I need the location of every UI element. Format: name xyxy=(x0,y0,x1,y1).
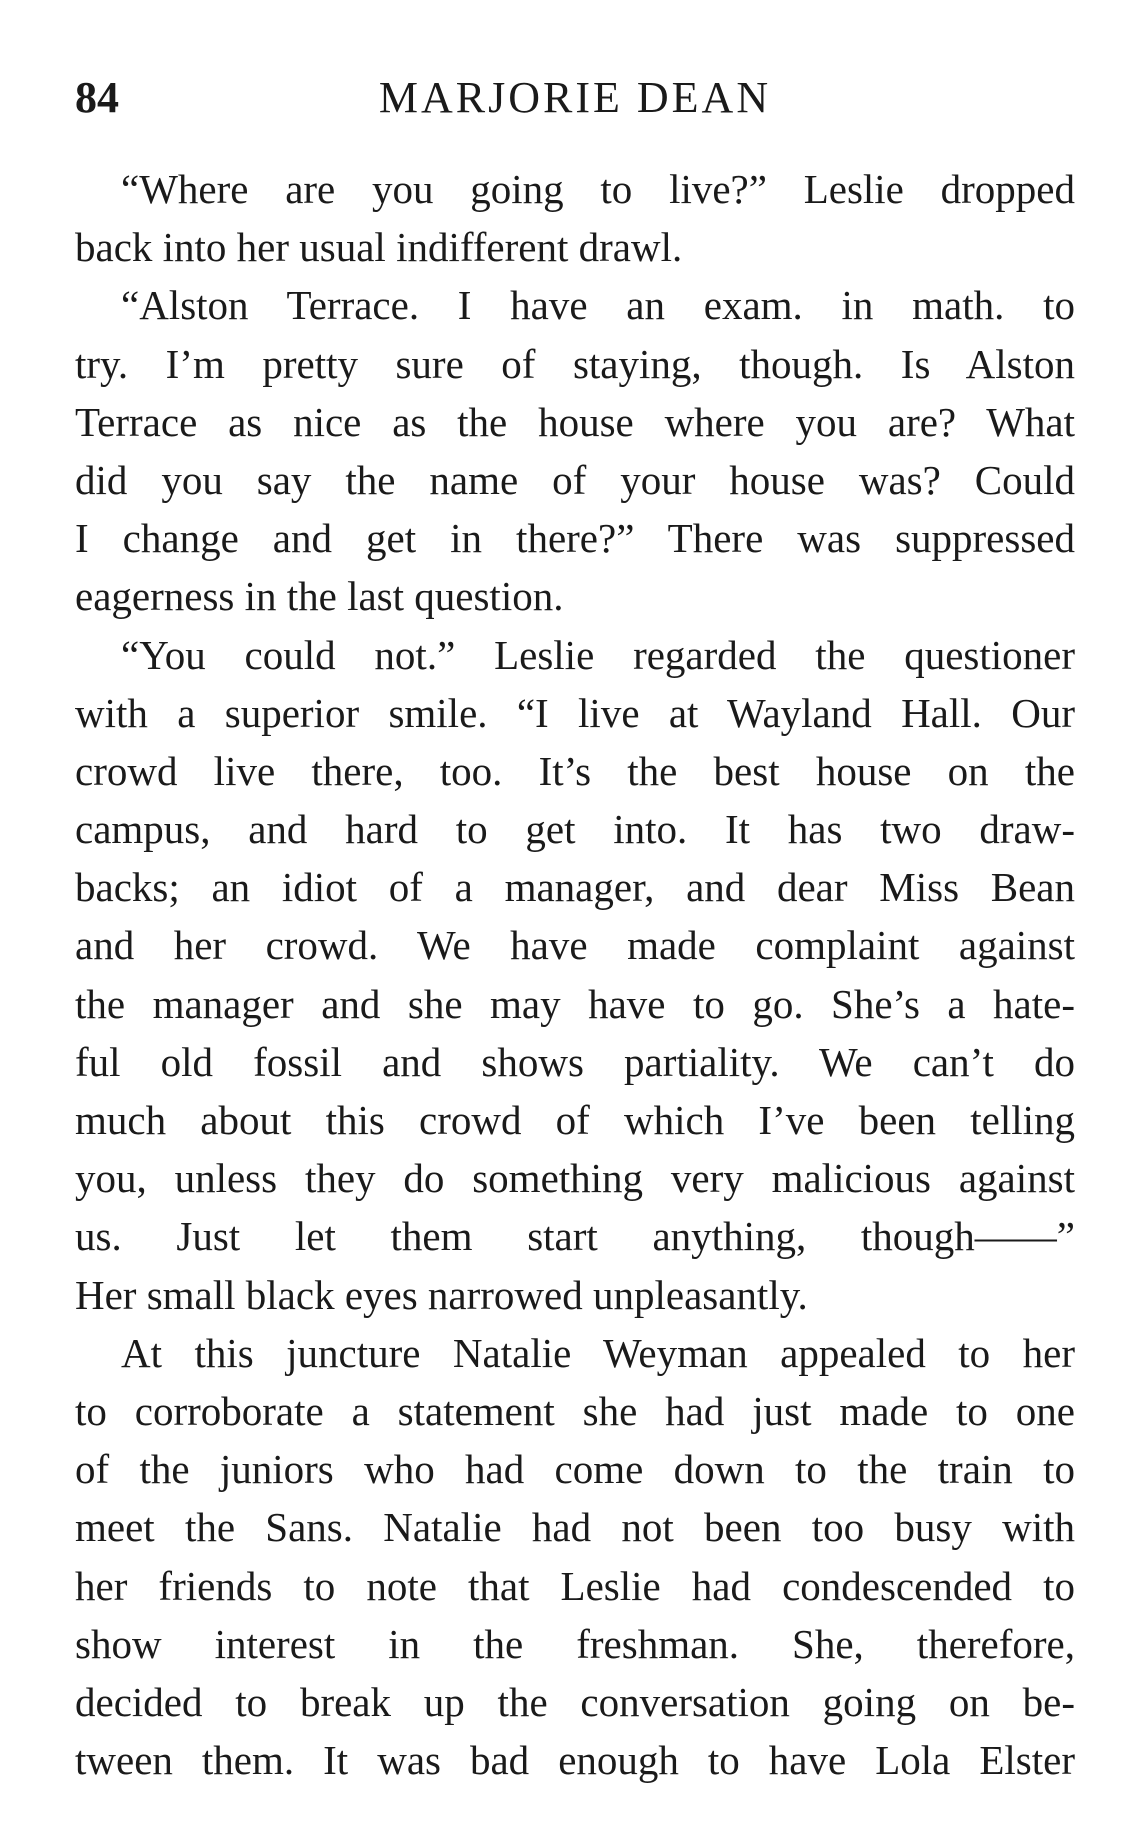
paragraph-3 xyxy=(75,626,1075,1324)
text-line: show interest in the freshman. She, therefore, xyxy=(75,1620,1075,1667)
paragraph-1 xyxy=(75,160,1075,276)
running-title: MARJORIE DEAN xyxy=(378,73,772,122)
text-line: decided to break up the conversation going on be- xyxy=(75,1678,1075,1725)
text-line: try. I’m pretty sure of staying, though. Is Alston xyxy=(75,340,1075,387)
text-line: to corroborate a statement she had just made to one xyxy=(75,1387,1075,1434)
body-text xyxy=(75,160,1075,1789)
text-line: much about this crowd of which I’ve been telling xyxy=(75,1097,1075,1143)
paragraph-4 xyxy=(75,1324,1075,1790)
text-line: us. Just let them start anything, though——” xyxy=(75,1213,1075,1260)
text-line: ful old fossil and shows partiality. We can’t do xyxy=(75,1038,1075,1085)
page-number: 84 xyxy=(75,73,119,122)
text-line: eagerness in the last question. xyxy=(75,573,564,620)
text-line: did you say the name of your house was? Could xyxy=(75,456,1075,503)
text-line: the manager and she may have to go. She’s a hate- xyxy=(75,980,1075,1027)
text-line: Terrace as nice as the house where you are? What xyxy=(75,398,1075,445)
text-line: with a superior smile. “I live at Wayland Hall. Our xyxy=(75,689,1075,736)
paragraph-2 xyxy=(75,276,1075,625)
page-header xyxy=(75,68,1075,128)
text-line: crowd live there, too. It’s the best house on the xyxy=(75,747,1075,794)
text-line: backs; an idiot of a manager, and dear Miss Bean xyxy=(75,864,1075,911)
text-line: tween them. It was bad enough to have Lola Elster xyxy=(75,1737,1075,1784)
text-line: meet the Sans. Natalie had not been too busy with xyxy=(75,1504,1075,1551)
text-line: I change and get in there?” There was suppressed xyxy=(75,515,1075,562)
text-line: Her small black eyes narrowed unpleasantly. xyxy=(75,1271,808,1318)
text-line: of the juniors who had come down to the train to xyxy=(75,1446,1075,1493)
text-line: and her crowd. We have made complaint against xyxy=(75,922,1075,969)
text-line: campus, and hard to get into. It has two draw- xyxy=(75,806,1075,853)
text-line: you, unless they do something very malicious against xyxy=(75,1155,1075,1202)
text-line: At this juncture Natalie Weyman appealed to her xyxy=(121,1329,1075,1376)
text-line: “Alston Terrace. I have an exam. in math. to xyxy=(121,282,1075,329)
text-line: back into her usual indifferent drawl. xyxy=(75,224,683,271)
text-line: her friends to note that Leslie had condescended to xyxy=(75,1562,1075,1609)
text-line: “You could not.” Leslie regarded the questioner xyxy=(121,631,1075,678)
text-line: “Where are you going to live?” Leslie dropped xyxy=(121,166,1075,212)
